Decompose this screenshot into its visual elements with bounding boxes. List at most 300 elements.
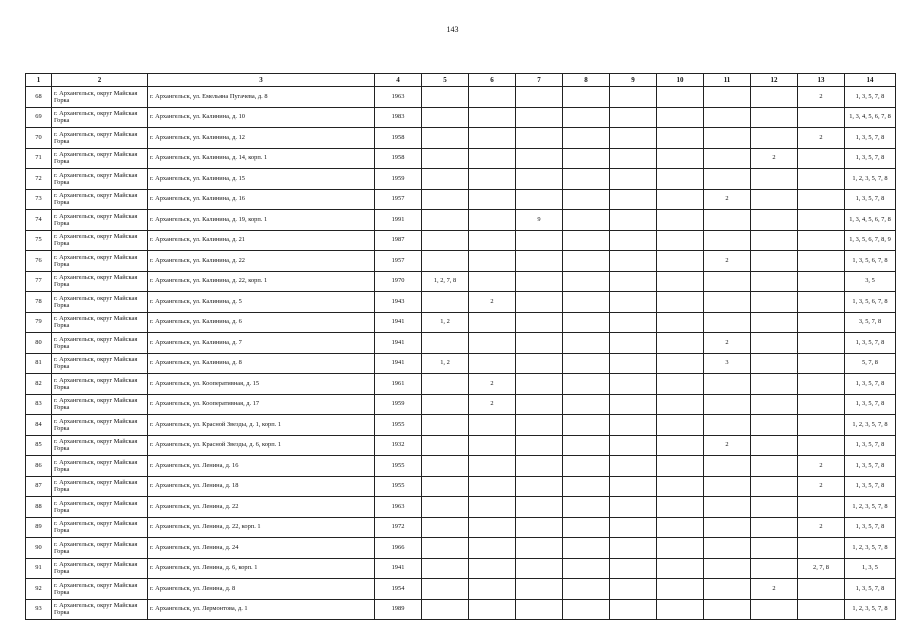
year-cell: 1932	[375, 435, 422, 456]
table-cell	[469, 128, 516, 149]
table-cell: 1, 3, 4, 5, 6, 7, 8	[845, 107, 896, 128]
table-cell	[469, 210, 516, 231]
district-cell: г. Архангельск, округ Майская Горка	[52, 333, 148, 354]
table-cell	[798, 497, 845, 518]
table-cell: 1, 3, 5, 7, 8	[845, 394, 896, 415]
table-cell	[610, 415, 657, 436]
table-cell	[657, 169, 704, 190]
table-cell	[563, 87, 610, 108]
table-cell: 1, 2, 7, 8	[422, 271, 469, 292]
table-cell	[610, 169, 657, 190]
table-cell	[704, 476, 751, 497]
table-cell	[469, 456, 516, 477]
table-cell	[469, 579, 516, 600]
table-cell	[798, 599, 845, 620]
table-row	[26, 333, 896, 354]
table-cell	[422, 476, 469, 497]
table-row	[26, 87, 896, 108]
table-cell: 2	[469, 394, 516, 415]
address-cell: г. Архангельск, ул. Ленина, д. 18	[148, 476, 375, 497]
table-cell	[704, 497, 751, 518]
table-cell	[516, 538, 563, 559]
table-cell	[469, 148, 516, 169]
table-cell	[516, 374, 563, 395]
year-cell: 1941	[375, 353, 422, 374]
row-number-cell: 93	[26, 599, 52, 620]
table-cell	[516, 415, 563, 436]
row-number-cell: 79	[26, 312, 52, 333]
table-cell	[563, 415, 610, 436]
column-header: 6	[469, 74, 516, 87]
table-cell	[563, 128, 610, 149]
row-number-cell: 81	[26, 353, 52, 374]
table-cell	[704, 456, 751, 477]
table-cell: 1, 2, 3, 5, 7, 8	[845, 169, 896, 190]
column-header: 8	[563, 74, 610, 87]
table-cell: 2	[704, 189, 751, 210]
table-cell	[657, 476, 704, 497]
table-cell	[516, 128, 563, 149]
table-cell	[422, 599, 469, 620]
table-cell	[798, 394, 845, 415]
table-cell	[704, 230, 751, 251]
row-number-cell: 71	[26, 148, 52, 169]
table-cell	[704, 169, 751, 190]
table-cell	[516, 558, 563, 579]
table-cell	[610, 312, 657, 333]
table-cell: 1, 2, 3, 5, 7, 8	[845, 538, 896, 559]
table-cell	[610, 230, 657, 251]
column-header: 1	[26, 74, 52, 87]
table-row	[26, 517, 896, 538]
table-cell	[422, 230, 469, 251]
table-cell	[798, 579, 845, 600]
table-cell: 1, 3, 5, 7, 8	[845, 148, 896, 169]
column-header: 10	[657, 74, 704, 87]
table-body	[26, 87, 896, 620]
table-cell	[798, 251, 845, 272]
table-row	[26, 107, 896, 128]
year-cell: 1955	[375, 415, 422, 436]
address-cell: г. Архангельск, ул. Калинина, д. 14, корп. 1	[148, 148, 375, 169]
address-cell: г. Архангельск, ул. Ленина, д. 22, корп. 1	[148, 517, 375, 538]
column-header: 14	[845, 74, 896, 87]
table-cell	[704, 210, 751, 231]
table-row	[26, 148, 896, 169]
table-cell	[798, 169, 845, 190]
year-cell: 1958	[375, 128, 422, 149]
table-cell: 1, 2, 3, 5, 7, 8	[845, 599, 896, 620]
address-cell: г. Архангельск, ул. Ленина, д. 24	[148, 538, 375, 559]
district-cell: г. Архангельск, округ Майская Горка	[52, 476, 148, 497]
table-cell	[422, 210, 469, 231]
table-cell: 2	[704, 251, 751, 272]
table-cell: 1, 3, 5, 6, 7, 8, 9	[845, 230, 896, 251]
table-cell: 1, 3, 5, 7, 8	[845, 374, 896, 395]
address-cell: г. Архангельск, ул. Ленина, д. 22	[148, 497, 375, 518]
table-cell	[798, 415, 845, 436]
row-number-cell: 68	[26, 87, 52, 108]
table-cell: 2	[469, 374, 516, 395]
table-cell	[704, 148, 751, 169]
table-cell	[610, 394, 657, 415]
table-cell	[563, 497, 610, 518]
table-cell: 2, 7, 8	[798, 558, 845, 579]
district-cell: г. Архангельск, округ Майская Горка	[52, 415, 148, 436]
table-cell: 2	[798, 456, 845, 477]
address-cell: г. Архангельск, ул. Емельяна Пугачева, д. 8	[148, 87, 375, 108]
table-row	[26, 271, 896, 292]
table-cell	[422, 538, 469, 559]
table-cell	[563, 312, 610, 333]
row-number-cell: 73	[26, 189, 52, 210]
table-cell	[422, 517, 469, 538]
table-cell	[422, 374, 469, 395]
row-number-cell: 87	[26, 476, 52, 497]
table-cell	[704, 394, 751, 415]
table-cell	[798, 189, 845, 210]
table-cell	[563, 251, 610, 272]
table-cell	[516, 394, 563, 415]
year-cell: 1957	[375, 189, 422, 210]
table-cell	[657, 374, 704, 395]
housing-table	[25, 73, 896, 620]
table-cell	[422, 107, 469, 128]
year-cell: 1991	[375, 210, 422, 231]
year-cell: 1970	[375, 271, 422, 292]
table-cell	[469, 497, 516, 518]
table-cell	[469, 435, 516, 456]
district-cell: г. Архангельск, округ Майская Горка	[52, 435, 148, 456]
table-cell	[657, 107, 704, 128]
table-cell	[516, 148, 563, 169]
table-cell	[422, 435, 469, 456]
table-cell	[610, 87, 657, 108]
year-cell: 1943	[375, 292, 422, 313]
table-cell	[422, 128, 469, 149]
table-cell	[516, 456, 563, 477]
table-cell	[657, 456, 704, 477]
table-row	[26, 251, 896, 272]
address-cell: г. Архангельск, ул. Калинина, д. 5	[148, 292, 375, 313]
table-cell	[610, 333, 657, 354]
table-cell	[516, 517, 563, 538]
table-cell	[563, 210, 610, 231]
year-cell: 1958	[375, 148, 422, 169]
table-cell: 1, 3, 5, 6, 7, 8	[845, 292, 896, 313]
table-cell	[516, 87, 563, 108]
row-number-cell: 88	[26, 497, 52, 518]
table-cell	[469, 169, 516, 190]
table-cell: 1, 2	[422, 312, 469, 333]
table-cell	[657, 189, 704, 210]
table-cell	[422, 497, 469, 518]
row-number-cell: 78	[26, 292, 52, 313]
table-cell	[751, 292, 798, 313]
table-row	[26, 579, 896, 600]
table-cell: 3, 5	[845, 271, 896, 292]
table-row	[26, 353, 896, 374]
table-cell	[657, 128, 704, 149]
table-cell	[798, 148, 845, 169]
year-cell: 1972	[375, 517, 422, 538]
header-row	[26, 74, 896, 87]
row-number-cell: 92	[26, 579, 52, 600]
table-cell	[469, 415, 516, 436]
table-cell	[563, 456, 610, 477]
table-cell	[610, 189, 657, 210]
table-cell: 2	[798, 517, 845, 538]
table-cell	[798, 210, 845, 231]
year-cell: 1955	[375, 476, 422, 497]
year-cell: 1966	[375, 538, 422, 559]
address-cell: г. Архангельск, ул. Ленина, д. 16	[148, 456, 375, 477]
table-cell	[798, 353, 845, 374]
table-cell	[704, 292, 751, 313]
table-cell	[704, 579, 751, 600]
table-cell	[751, 517, 798, 538]
address-cell: г. Архангельск, ул. Кооперативная, д. 15	[148, 374, 375, 395]
table-cell	[751, 435, 798, 456]
table-cell	[422, 394, 469, 415]
table-cell	[563, 435, 610, 456]
table-row	[26, 558, 896, 579]
table-cell	[798, 312, 845, 333]
district-cell: г. Архангельск, округ Майская Горка	[52, 394, 148, 415]
address-cell: г. Архангельск, ул. Калинина, д. 22	[148, 251, 375, 272]
table-cell: 1, 3, 5, 7, 8	[845, 189, 896, 210]
column-header: 5	[422, 74, 469, 87]
row-number-cell: 90	[26, 538, 52, 559]
column-header: 9	[610, 74, 657, 87]
table-cell	[563, 558, 610, 579]
table-cell	[657, 435, 704, 456]
table-cell	[704, 517, 751, 538]
table-cell	[798, 333, 845, 354]
table-cell	[704, 599, 751, 620]
table-cell	[798, 435, 845, 456]
table-cell	[516, 579, 563, 600]
table-cell: 1, 3, 5, 7, 8	[845, 476, 896, 497]
address-cell: г. Архангельск, ул. Калинина, д. 22, корп. 1	[148, 271, 375, 292]
table-cell	[516, 312, 563, 333]
table-cell: 1, 2, 3, 5, 7, 8	[845, 415, 896, 436]
table-cell	[751, 107, 798, 128]
column-header: 4	[375, 74, 422, 87]
row-number-cell: 82	[26, 374, 52, 395]
address-cell: г. Архангельск, ул. Красной Звезды, д. 6, корп. 1	[148, 435, 375, 456]
row-number-cell: 74	[26, 210, 52, 231]
table-cell	[704, 107, 751, 128]
table-cell	[657, 333, 704, 354]
row-number-cell: 69	[26, 107, 52, 128]
table-cell	[422, 87, 469, 108]
table-row	[26, 456, 896, 477]
table-row	[26, 476, 896, 497]
address-cell: г. Архангельск, ул. Калинина, д. 12	[148, 128, 375, 149]
page-number: 143	[446, 25, 459, 34]
column-header: 3	[148, 74, 375, 87]
column-header: 13	[798, 74, 845, 87]
year-cell: 1954	[375, 579, 422, 600]
table-cell: 1, 2	[422, 353, 469, 374]
address-cell: г. Архангельск, ул. Красной Звезды, д. 1, корп. 1	[148, 415, 375, 436]
table-cell	[516, 599, 563, 620]
table-cell	[657, 148, 704, 169]
district-cell: г. Архангельск, округ Майская Горка	[52, 374, 148, 395]
table-cell	[704, 271, 751, 292]
table-cell	[516, 251, 563, 272]
table-cell	[563, 353, 610, 374]
table-row	[26, 292, 896, 313]
table-cell	[798, 271, 845, 292]
table-cell	[610, 292, 657, 313]
table-cell	[657, 558, 704, 579]
table-cell	[751, 415, 798, 436]
district-cell: г. Архангельск, округ Майская Горка	[52, 87, 148, 108]
year-cell: 1959	[375, 394, 422, 415]
row-number-cell: 72	[26, 169, 52, 190]
table-cell: 1, 2, 3, 5, 7, 8	[845, 497, 896, 518]
address-cell: г. Архангельск, ул. Калинина, д. 15	[148, 169, 375, 190]
table-cell	[610, 579, 657, 600]
table-cell	[563, 599, 610, 620]
district-cell: г. Архангельск, округ Майская Горка	[52, 128, 148, 149]
district-cell: г. Архангельск, округ Майская Горка	[52, 148, 148, 169]
district-cell: г. Архангельск, округ Майская Горка	[52, 292, 148, 313]
table-cell	[516, 271, 563, 292]
table-cell	[657, 415, 704, 436]
district-cell: г. Архангельск, округ Майская Горка	[52, 538, 148, 559]
table-cell: 2	[751, 579, 798, 600]
table-cell	[422, 579, 469, 600]
table-cell	[657, 312, 704, 333]
table-cell	[422, 292, 469, 313]
table-cell	[563, 333, 610, 354]
table-cell: 1, 3, 5, 6, 7, 8	[845, 251, 896, 272]
address-cell: г. Архангельск, ул. Калинина, д. 19, корп. 1	[148, 210, 375, 231]
year-cell: 1941	[375, 312, 422, 333]
table-row	[26, 435, 896, 456]
table-cell	[751, 210, 798, 231]
table-cell	[610, 558, 657, 579]
table-cell	[610, 148, 657, 169]
district-cell: г. Архангельск, округ Майская Горка	[52, 189, 148, 210]
table-cell	[657, 251, 704, 272]
table-cell	[563, 169, 610, 190]
table-cell	[704, 87, 751, 108]
row-number-cell: 86	[26, 456, 52, 477]
row-number-cell: 84	[26, 415, 52, 436]
table-row	[26, 210, 896, 231]
year-cell: 1957	[375, 251, 422, 272]
table-row	[26, 374, 896, 395]
year-cell: 1963	[375, 87, 422, 108]
table-cell	[563, 579, 610, 600]
table-row	[26, 538, 896, 559]
table-cell	[798, 292, 845, 313]
table-cell: 1, 3, 5, 7, 8	[845, 435, 896, 456]
table-cell	[610, 107, 657, 128]
district-cell: г. Архангельск, округ Майская Горка	[52, 271, 148, 292]
table-cell: 3	[704, 353, 751, 374]
table-cell	[563, 271, 610, 292]
table-cell	[751, 374, 798, 395]
table-cell	[751, 230, 798, 251]
table-cell: 1, 3, 5, 7, 8	[845, 87, 896, 108]
column-header: 7	[516, 74, 563, 87]
year-cell: 1961	[375, 374, 422, 395]
address-cell: г. Архангельск, ул. Калинина, д. 7	[148, 333, 375, 354]
table-cell: 1, 3, 5	[845, 558, 896, 579]
table-cell	[657, 292, 704, 313]
table-cell: 5, 7, 8	[845, 353, 896, 374]
table-row	[26, 415, 896, 436]
table-cell	[469, 107, 516, 128]
table-cell	[610, 210, 657, 231]
table-cell	[563, 517, 610, 538]
year-cell: 1955	[375, 456, 422, 477]
table-cell	[469, 333, 516, 354]
row-number-cell: 91	[26, 558, 52, 579]
table-cell: 2	[704, 435, 751, 456]
address-cell: г. Архангельск, ул. Калинина, д. 8	[148, 353, 375, 374]
table-cell	[422, 189, 469, 210]
year-cell: 1963	[375, 497, 422, 518]
table-cell	[657, 579, 704, 600]
table-cell: 1, 3, 5, 7, 8	[845, 128, 896, 149]
table-cell	[657, 230, 704, 251]
table-cell	[516, 189, 563, 210]
table-cell	[516, 333, 563, 354]
table-cell	[610, 456, 657, 477]
table-cell	[563, 107, 610, 128]
table-cell: 1, 3, 4, 5, 6, 7, 8	[845, 210, 896, 231]
table-cell	[563, 292, 610, 313]
column-header: 12	[751, 74, 798, 87]
table-cell	[657, 271, 704, 292]
table-cell	[610, 599, 657, 620]
district-cell: г. Архангельск, округ Майская Горка	[52, 579, 148, 600]
table-row	[26, 169, 896, 190]
table-cell	[516, 169, 563, 190]
table-cell	[657, 599, 704, 620]
table-cell	[657, 497, 704, 518]
year-cell: 1989	[375, 599, 422, 620]
table-cell	[610, 476, 657, 497]
table-cell	[516, 107, 563, 128]
address-cell: г. Архангельск, ул. Лермонтова, д. 1	[148, 599, 375, 620]
address-cell: г. Архангельск, ул. Ленина, д. 6, корп. 1	[148, 558, 375, 579]
table-cell	[798, 107, 845, 128]
table-cell	[422, 148, 469, 169]
district-cell: г. Архангельск, округ Майская Горка	[52, 210, 148, 231]
table-cell	[469, 599, 516, 620]
row-number-cell: 77	[26, 271, 52, 292]
table-cell	[798, 538, 845, 559]
table-cell	[751, 312, 798, 333]
table-cell: 2	[798, 128, 845, 149]
table-row	[26, 394, 896, 415]
table-cell	[704, 558, 751, 579]
table-cell	[469, 271, 516, 292]
table-cell	[657, 210, 704, 231]
row-number-cell: 75	[26, 230, 52, 251]
table-cell	[610, 128, 657, 149]
table-cell	[516, 497, 563, 518]
table-cell: 1, 3, 5, 7, 8	[845, 579, 896, 600]
row-number-cell: 85	[26, 435, 52, 456]
